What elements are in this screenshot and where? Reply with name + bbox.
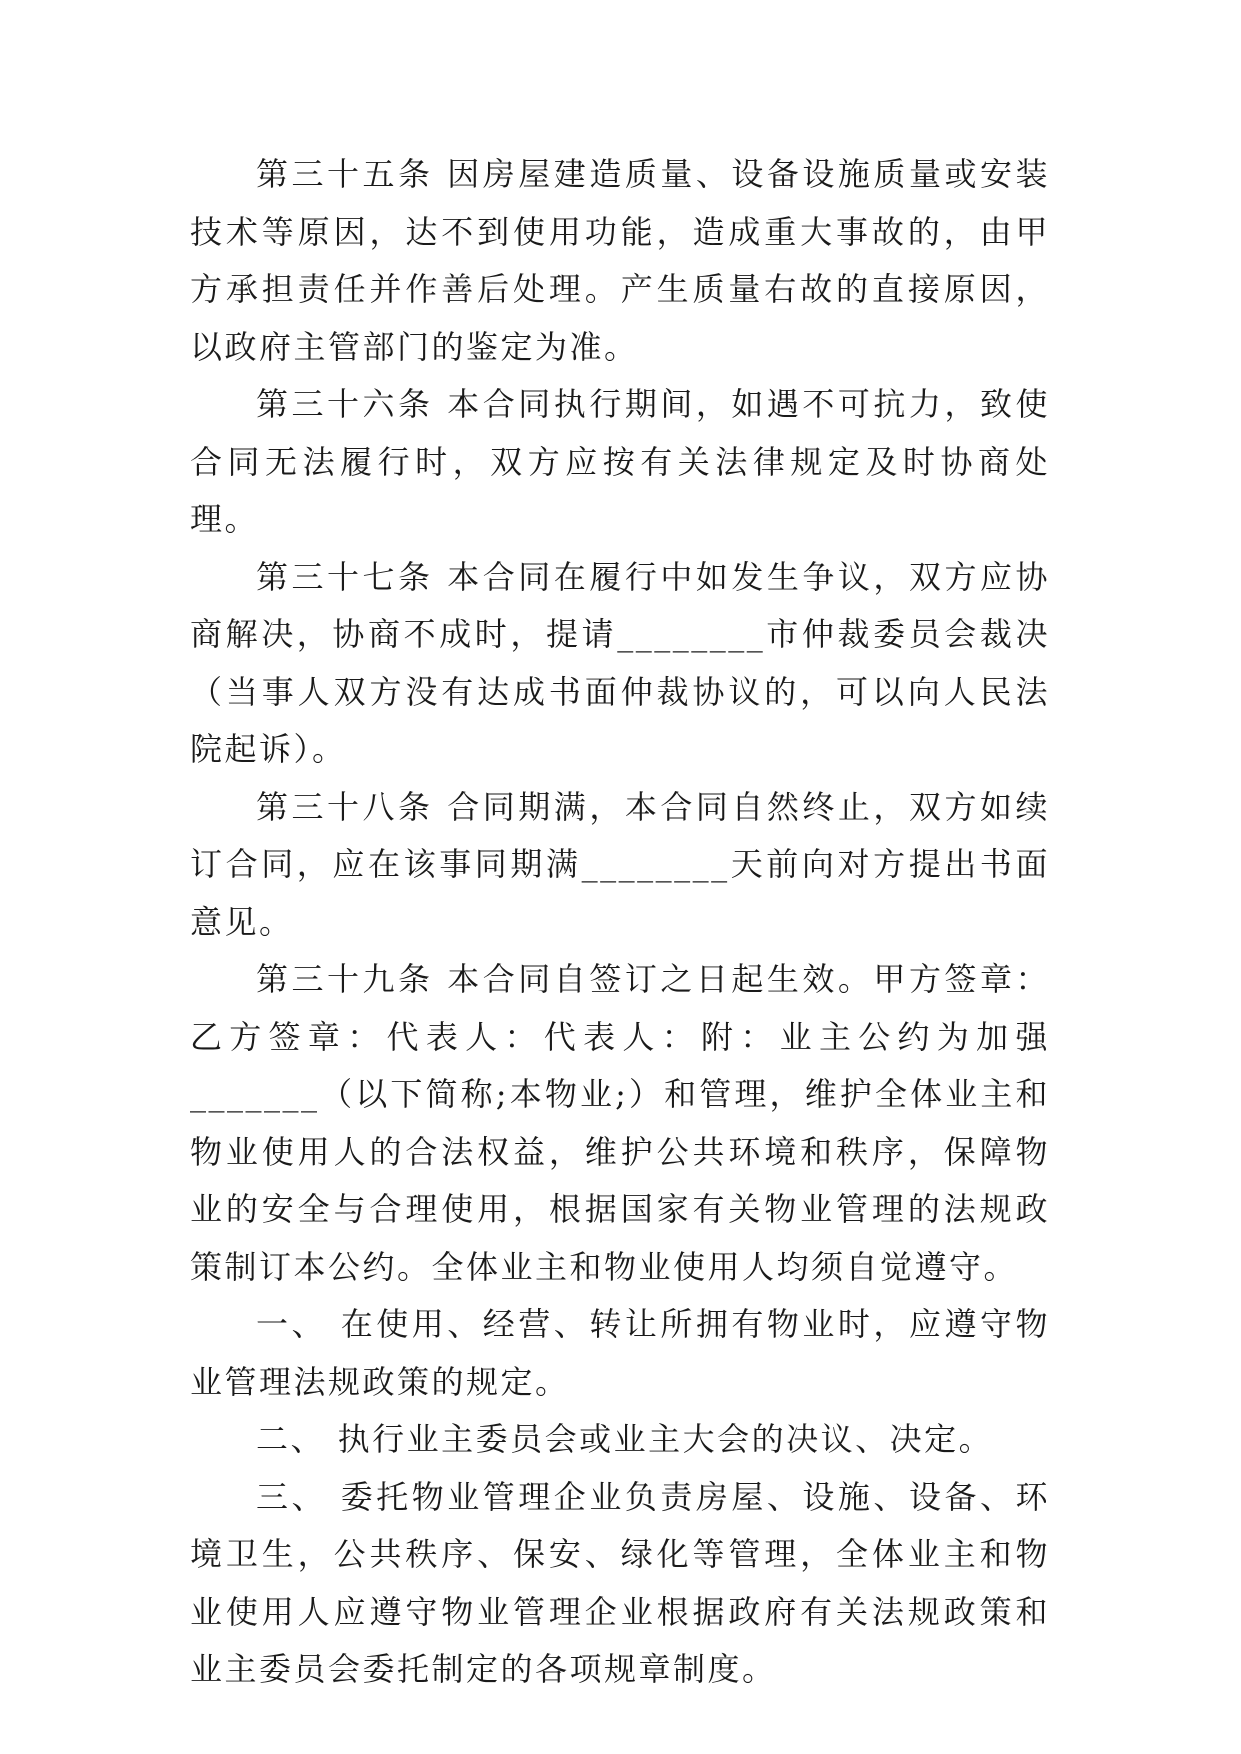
article-37-paragraph: 第三十七条 本合同在履行中如发生争议，双方应协商解决，协商不成时，提请________市仲裁委员会裁决（当事人双方没有达成书面仲裁协议的，可以向人民法院起诉）。 [190,557,1050,768]
article-35-paragraph: 第三十五条 因房屋建造质量、设备设施质量或安装技术等原因，达不到使用功能，造成重大事故的，由甲方承担责任并作善后处理。产生质量右故的直接原因，以政府主管部门的鉴定为准。 [190,155,1050,366]
covenant-item-1: 一、 在使用、经营、转让所拥有物业时，应遵守物业管理法规政策的规定。 [190,1305,1050,1401]
document-body [190,146,1050,1699]
article-39-paragraph: 第三十九条 本合同自签订之日起生效。甲方签章：乙方签章：代表人：代表人：附：业主公约为加强_______（以下简称;本物业;）和管理，维护全体业主和物业使用人的合法权益，维护公共环境和秩序，保障物业的安全与合理使用，根据国家有关物业管理的法规政策制订本公约。全体业主和物业使用人均须自觉遵守。 [190,960,1050,1286]
covenant-item-2: 二、 执行业主委员会或业主大会的决议、决定。 [256,1420,994,1458]
covenant-item-3: 三、 委托物业管理企业负责房屋、设施、设备、环境卫生，公共秩序、保安、绿化等管理，全体业主和物业使用人应遵守物业管理企业根据政府有关法规政策和业主委员会委托制定的各项规章制度。 [190,1477,1050,1688]
article-36-paragraph: 第三十六条 本合同执行期间，如遇不可抗力，致使合同无法履行时，双方应按有关法律规定及时协商处理。 [190,385,1050,538]
article-38-paragraph: 第三十八条 合同期满，本合同自然终止，双方如续订合同，应在该事同期满________天前向对方提出书面意见。 [190,787,1050,941]
